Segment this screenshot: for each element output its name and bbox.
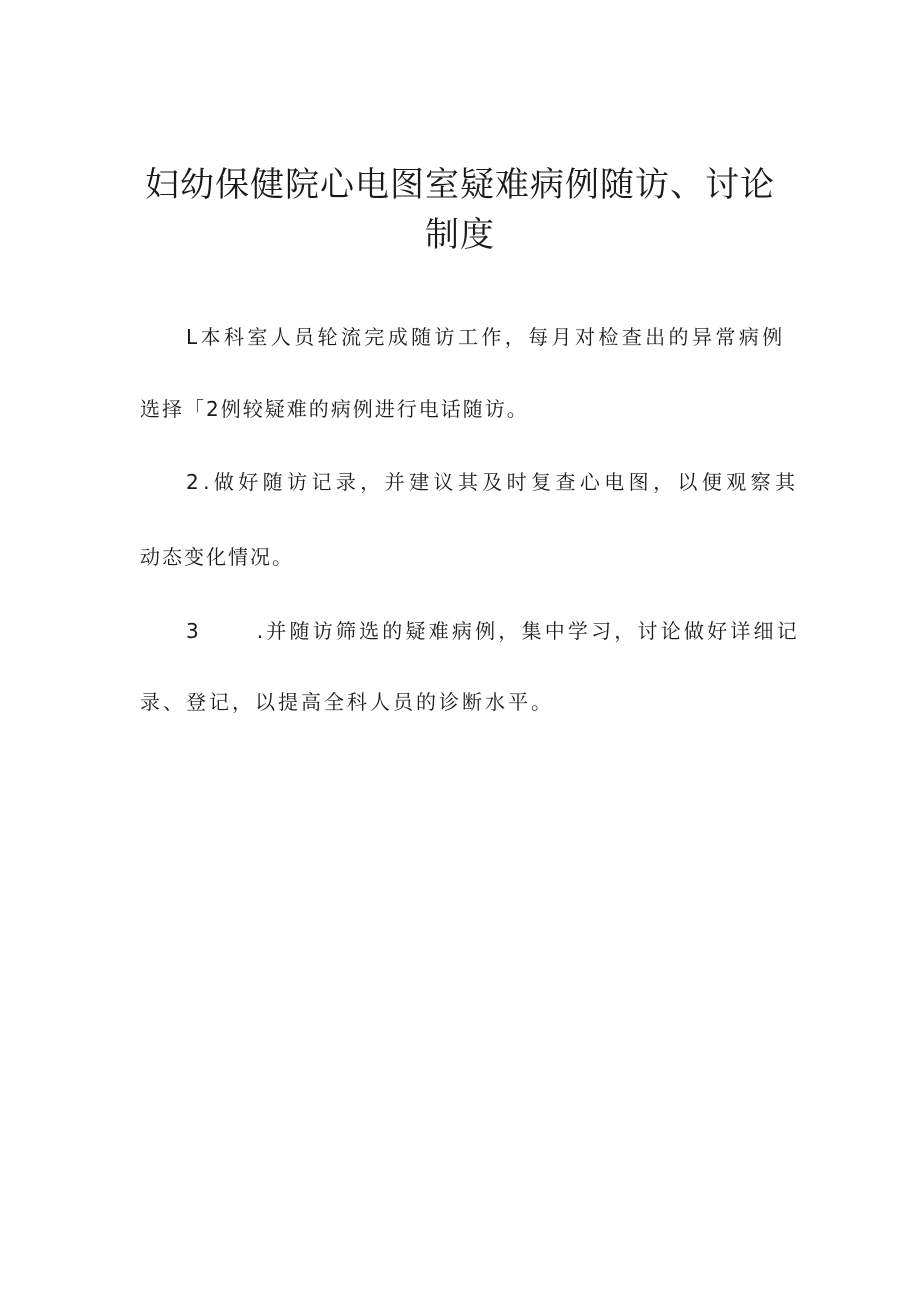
item-3-line-2: 录、登记，以提高全科人员的诊断水平。	[140, 690, 554, 714]
item-2-line-1: 2.做好随访记录，并建议其及时复查心电图，以便观察其	[186, 470, 800, 494]
item-1-line-1: L本科室人员轮流完成随访工作，每月对检查出的异常病例	[186, 325, 786, 349]
title-line-2: 制度	[425, 215, 495, 255]
item-3-number: 3	[186, 619, 201, 643]
item-3-text: .并随访筛选的疑难病例，集中学习，讨论做好详细记	[256, 619, 800, 643]
item-1-line-2: 选择「2例较疑难的病例进行电话随访。	[140, 397, 529, 421]
item-3-line-1	[186, 619, 836, 643]
item-2-line-2: 动态变化情况。	[140, 545, 294, 569]
title-line-1: 妇幼保健院心电图室疑难病例随访、讨论	[145, 165, 775, 205]
document-title	[120, 160, 800, 260]
